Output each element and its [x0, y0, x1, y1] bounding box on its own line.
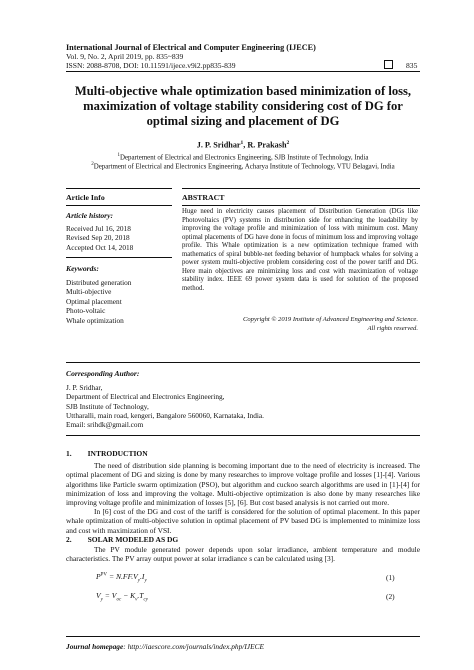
aff-1-text: Departement of Electrical and Electronics Engineering, SJB Institute of Technology, India — [120, 154, 369, 162]
author-separator: , — [243, 140, 248, 150]
section-1-title: INTRODUCTION — [87, 449, 148, 458]
copyright-line-2: All rights reserved. — [367, 324, 418, 332]
header-divider — [66, 71, 420, 72]
intro-paragraph-2: In [6] cost of the DG and cost of the tariff is considered for the solution of optimal placement. In this paper whale optimization of multi-objective solution in optimal placement of PV based DG is implemented to minimize loss and cost with maximization of VSI. — [66, 507, 420, 535]
page-number: 835 — [406, 61, 418, 70]
author-1-sup: 1 — [240, 140, 244, 146]
footer-label: Journal homepage — [66, 642, 124, 651]
affiliation-2 — [66, 161, 420, 172]
author-2: R. Prakash — [247, 140, 287, 150]
history-accepted: Accepted Oct 14, 2018 — [66, 242, 134, 252]
abstract-heading: ABSTRACT — [182, 193, 225, 202]
corresponding-line: Uttharalli, main road, kengeri, Bangalore 560060, Karnataka, India. — [66, 410, 264, 420]
author-2-sup: 2 — [286, 140, 290, 146]
solar-paragraph-1: The PV module generated power depends upon solar irradiance, ambient temperature and module characteristics. The PV array output power at solar irradiance s can be calculated using [3]. — [66, 545, 420, 564]
history-list — [66, 224, 133, 252]
equation-1: $P^{PV} = N.FF.V_y.I_y$ — [96, 572, 147, 584]
article-info-top-rule — [66, 188, 172, 189]
article-info-sub-rule — [66, 205, 172, 206]
aff-1-sup: 1 — [117, 153, 121, 158]
copyright-line-1: Copyright © 2019 Institute of Advanced Engineering and Science. — [242, 316, 418, 323]
keywords-list — [66, 278, 131, 325]
title-line-1: Multi-objective whale optimization based minimization of loss, — [74, 84, 412, 98]
keyword-item: Distributed generation — [66, 278, 132, 287]
section-1-number: 1. — [66, 449, 72, 458]
section-1-heading — [66, 449, 148, 458]
footer-rule — [66, 636, 420, 637]
copyright-notice — [182, 316, 418, 333]
intro-paragraph-1: The need of distribution side planning is becoming important due to the need of electricity is increased. The optimal placement of DG and sizing is done by many researches to improve voltage profile and losses [1]-[4]. Various algorithms like Particle swarm optimization (PSO), but algorithm and cuckoo search algorithms are used in [1]-[4] for minimization of loss and improving the voltage. Multi-objective optimization is also done by many researches like improving voltage profile and minimization of losses [5], [6]. But cost based analysis is not carried out more. — [66, 461, 420, 508]
corresponding-line: Department of Electrical and Electronics Engineering, — [66, 392, 225, 402]
journal-volume: Vol. 9, No. 2, April 2019, pp. 835~839 — [66, 52, 184, 61]
section-2-number: 2. — [66, 535, 72, 544]
corresponding-heading: Corresponding Author: — [66, 369, 140, 378]
corresponding-email: Email: srihdk@gmail.com — [66, 420, 144, 430]
keyword-item: Photo-voltaic — [66, 306, 106, 316]
abstract-text: Huge need in electricity causes placement of Distribution Generation (DGs like Photovoltaics (PV) systems in distribution side for enhancing the loadability by improving the voltage profile and minimization of loss with minimum cost. Many optimal placements of DG have done in focus of minimum loss and improving voltage profile. This Whale optimization is a new optimization technique framed with mathematics of spiral bubble-net feeding behavior of humpback whales for solving a power system multi-objective problem considering cost of the power tariff and DG. Here main objectives are minimizing loss and cost with maximization of voltage stability index. IEEE 69 power system data is used for solution of the proposed method. — [182, 208, 418, 292]
history-divider — [66, 257, 172, 258]
corresponding-top-rule — [66, 362, 420, 363]
aff-2-text: Department of Electrical and Electronics Engineering, Acharya Institute of Technology, VTU Belagavi, India — [93, 163, 395, 171]
keyword-item: Multi-objective — [66, 287, 112, 297]
footer — [66, 642, 264, 651]
keyword-item: Optimal placement — [66, 296, 122, 306]
journal-issn-doi: ISSN: 2088-8708, DOI: 10.11591/ijece.v9i2.pp835-839 — [66, 61, 236, 70]
journal-name: International Journal of Electrical and Computer Engineering (IJECE) — [66, 43, 316, 52]
article-info-heading: Article Info — [66, 193, 105, 202]
title-line-3: optimal sizing and placement of DG — [146, 114, 340, 128]
footer-url[interactable]: : http://iaescore.com/journals/index.php/IJECE — [123, 642, 265, 651]
corresponding-line: J. P. Sridhar, — [66, 383, 103, 392]
aff-2-sup: 2 — [91, 162, 94, 167]
history-received: Received Jul 16, 2018 — [66, 224, 131, 233]
corresponding-line: SJB Institute of Technology, — [66, 401, 149, 411]
author-1: J. P. Sridhar — [196, 140, 241, 150]
history-revised: Revised Sep 20, 2018 — [66, 233, 130, 243]
equation-1-number: (1) — [386, 573, 395, 582]
equation-2: $V_y = V_{oc} - K_v.T_{cy}$ — [96, 591, 148, 603]
paper-title — [66, 84, 420, 129]
front-matter-bottom-rule — [66, 435, 420, 436]
equation-2-number: (2) — [386, 592, 395, 601]
page-marker-icon — [384, 60, 393, 69]
section-2-heading — [66, 535, 178, 544]
abstract-top-rule — [182, 188, 420, 189]
section-2-title: SOLAR MODELED AS DG — [87, 535, 179, 544]
corresponding-details — [66, 383, 264, 429]
title-line-2: maximization of voltage stability considering cost of DG for — [83, 99, 403, 113]
author-list — [66, 140, 420, 150]
keywords-heading: Keywords: — [66, 264, 99, 273]
keyword-item: Whale optimization — [66, 315, 124, 325]
abstract-sub-rule — [182, 205, 420, 206]
history-heading: Article history: — [66, 211, 114, 220]
